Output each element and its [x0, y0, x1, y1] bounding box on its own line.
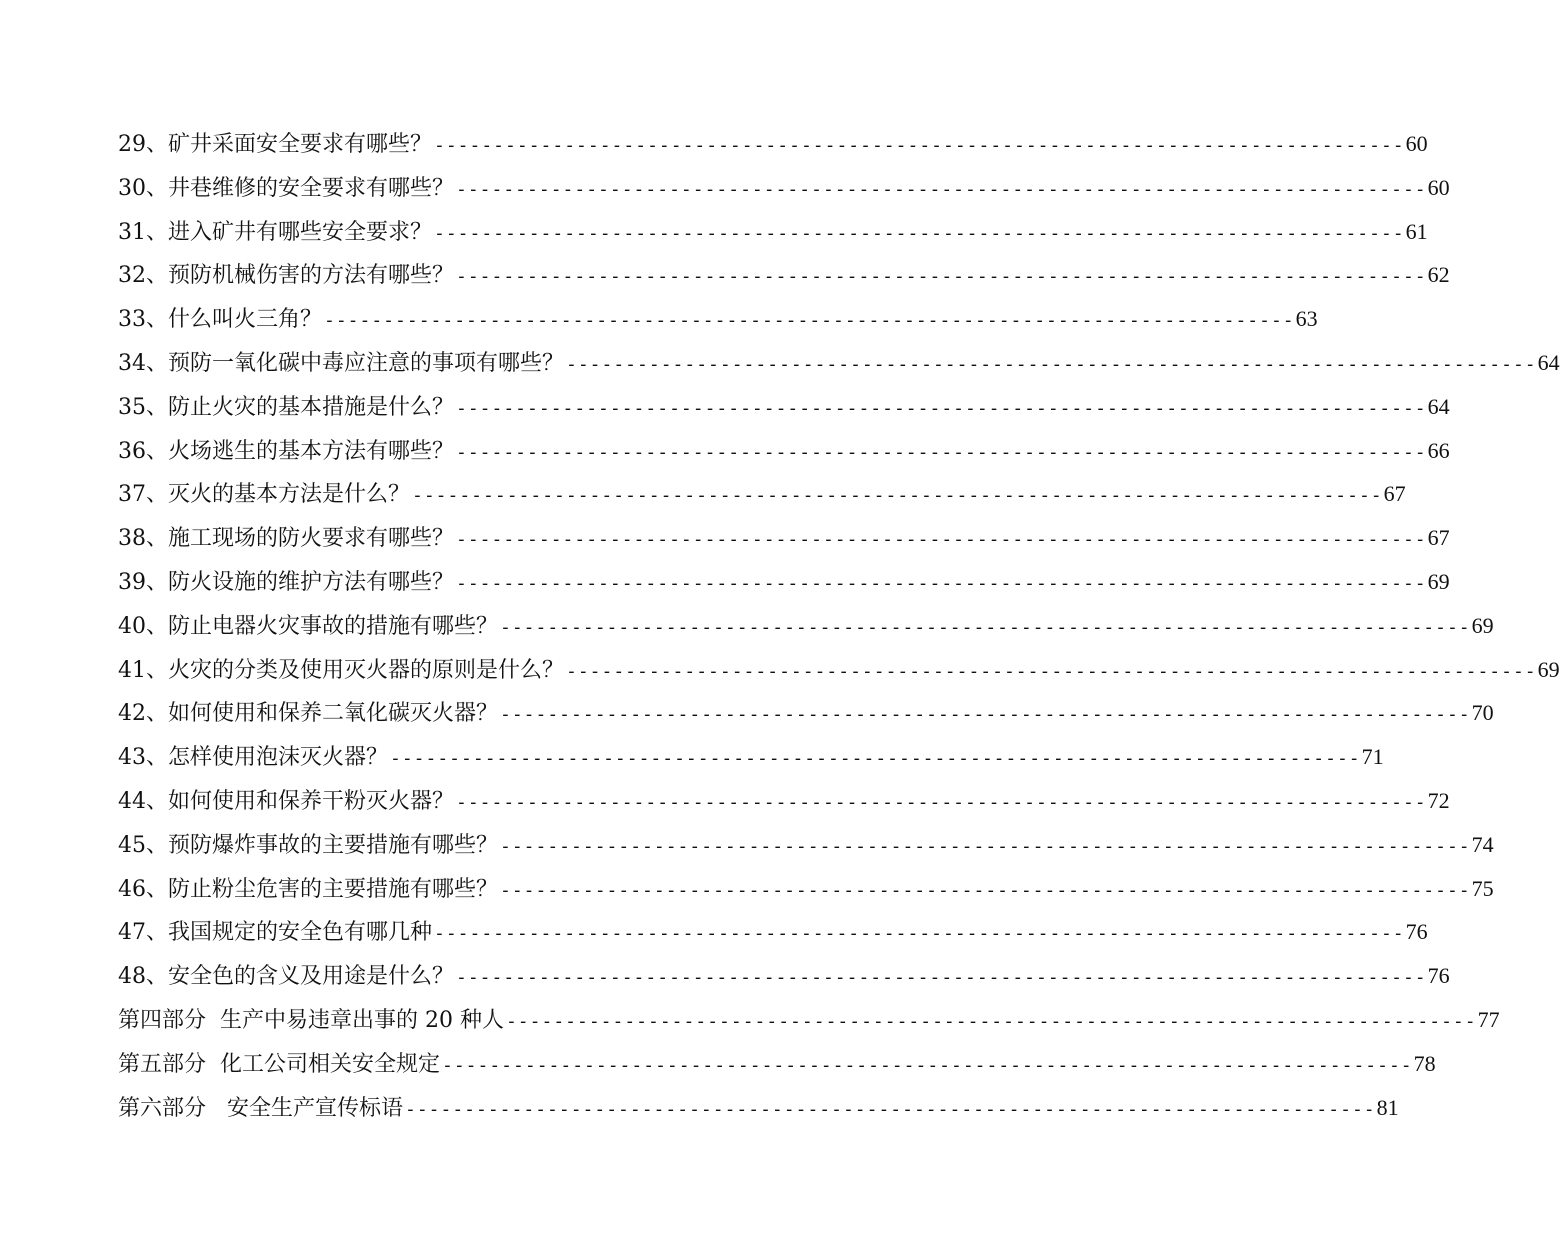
- toc-entry[interactable]: [118, 735, 1384, 779]
- toc-entry-page: 76: [1405, 919, 1428, 945]
- toc-leader: ----------------------------------------------------------------------------------: [404, 1098, 1376, 1120]
- toc-entry[interactable]: [118, 297, 1318, 341]
- toc-leader: ----------------------------------------------------------------------------------: [434, 135, 1405, 156]
- toc-leader: ----------------------------------------------------------------------------------: [442, 1054, 1413, 1076]
- toc-entry-title: 48、安全色的含义及用途是什么？: [118, 964, 454, 990]
- toc-leader: ----------------------------------------------------------------------------------: [412, 485, 1383, 507]
- toc-entry-page: 77: [1477, 1006, 1500, 1032]
- toc-entry[interactable]: [118, 954, 1450, 998]
- toc-entry-title: 46、防止粉尘危害的主要措施有哪些？: [118, 876, 498, 902]
- toc-entry-page: 67: [1427, 525, 1450, 551]
- toc-entry-title: 第四部分 生产中易违章出事的 20 种人: [118, 1007, 504, 1033]
- toc-entry[interactable]: [118, 823, 1494, 867]
- toc-leader: ----------------------------------------------------------------------------------: [434, 923, 1405, 945]
- toc-entry-title: 33、什么叫火三角？: [118, 307, 322, 333]
- toc-entry[interactable]: [118, 341, 1560, 385]
- toc-entry-page: 69: [1471, 612, 1494, 638]
- toc-entry[interactable]: [118, 253, 1450, 297]
- toc-entry[interactable]: [118, 604, 1494, 648]
- toc-entry-title: 第五部分 化工公司相关安全规定: [118, 1051, 440, 1077]
- toc-entry[interactable]: [118, 516, 1450, 560]
- toc-entry-page: 69: [1427, 568, 1450, 594]
- toc-leader: ----------------------------------------------------------------------------------: [566, 353, 1537, 375]
- toc-entry-title: 40、防止电器火灾事故的措施有哪些？: [118, 613, 498, 639]
- toc-leader: ----------------------------------------------------------------------------------: [500, 879, 1471, 901]
- toc-entry-page: 74: [1471, 831, 1494, 857]
- toc-entry-title: 31、进入矿井有哪些安全要求？: [118, 219, 432, 245]
- toc-leader: ----------------------------------------------------------------------------------: [456, 572, 1427, 594]
- toc-entry[interactable]: [118, 166, 1450, 210]
- toc-section-entry[interactable]: [118, 998, 1500, 1042]
- toc-leader: ----------------------------------------------------------------------------------: [456, 441, 1427, 463]
- toc-entry-page: 69: [1537, 656, 1560, 682]
- toc-entry[interactable]: [118, 560, 1450, 604]
- toc-entry-title: 32、预防机械伤害的方法有哪些？: [118, 263, 454, 289]
- toc-entry-title: 38、施工现场的防火要求有哪些？: [118, 526, 454, 552]
- toc-entry[interactable]: [118, 429, 1450, 473]
- table-of-contents: [118, 122, 1560, 1129]
- toc-entry-title: 39、防火设施的维护方法有哪些？: [118, 569, 454, 595]
- toc-leader: ----------------------------------------------------------------------------------: [390, 748, 1361, 770]
- toc-entry-page: 63: [1295, 306, 1318, 332]
- toc-entry[interactable]: [118, 867, 1494, 911]
- toc-entry[interactable]: [118, 385, 1450, 429]
- toc-entry[interactable]: [118, 910, 1428, 954]
- toc-leader: ----------------------------------------------------------------------------------: [434, 222, 1405, 244]
- toc-entry-page: 64: [1537, 349, 1560, 375]
- toc-entry[interactable]: [118, 210, 1428, 254]
- toc-entry-page: 81: [1376, 1094, 1399, 1120]
- toc-entry-title: 36、火场逃生的基本方法有哪些？: [118, 438, 454, 464]
- toc-leader: ----------------------------------------------------------------------------------: [456, 967, 1427, 989]
- toc-leader: ----------------------------------------------------------------------------------: [456, 266, 1427, 288]
- toc-leader: ----------------------------------------------------------------------------------: [500, 835, 1471, 857]
- toc-leader: ----------------------------------------------------------------------------------: [456, 397, 1427, 419]
- toc-entry-page: 60: [1427, 174, 1450, 200]
- toc-entry-title: 42、如何使用和保养二氧化碳灭火器？: [118, 701, 498, 727]
- toc-entry-page: 67: [1383, 481, 1406, 507]
- toc-entry-page: 62: [1427, 262, 1450, 288]
- toc-entry-page: 78: [1413, 1050, 1436, 1076]
- toc-leader: ----------------------------------------------------------------------------------: [456, 178, 1427, 200]
- toc-entry-title: 45、预防爆炸事故的主要措施有哪些？: [118, 832, 498, 858]
- toc-leader: ----------------------------------------------------------------------------------: [456, 529, 1427, 551]
- toc-entry-title: 47、我国规定的安全色有哪几种: [118, 920, 432, 946]
- toc-entry[interactable]: [118, 648, 1560, 692]
- toc-entry-page: 71: [1361, 744, 1384, 770]
- toc-entry[interactable]: [118, 472, 1406, 516]
- toc-leader: ----------------------------------------------------------------------------------: [324, 310, 1295, 332]
- toc-entry[interactable]: [118, 691, 1494, 735]
- toc-entry-title: 30、井巷维修的安全要求有哪些？: [118, 175, 454, 201]
- toc-entry-title: 44、如何使用和保养干粉灭火器？: [118, 788, 454, 814]
- toc-entry-title: 41、火灾的分类及使用灭火器的原则是什么？: [118, 657, 564, 683]
- toc-entry-title: 35、防止火灾的基本措施是什么？: [118, 394, 454, 420]
- toc-leader: ----------------------------------------------------------------------------------: [456, 791, 1427, 813]
- toc-section-entry[interactable]: [118, 1086, 1399, 1130]
- toc-entry-title: 34、预防一氧化碳中毒应注意的事项有哪些？: [118, 350, 564, 376]
- toc-entry-page: 61: [1405, 218, 1428, 244]
- toc-entry-page: 72: [1427, 787, 1450, 813]
- toc-entry-title: 29、矿井采面安全要求有哪些？: [118, 132, 432, 157]
- toc-entry-title: 第六部分 安全生产宣传标语: [118, 1095, 403, 1121]
- toc-leader: ----------------------------------------------------------------------------------: [500, 704, 1471, 726]
- toc-section-entry[interactable]: [118, 1042, 1436, 1086]
- toc-leader: ----------------------------------------------------------------------------------: [566, 660, 1537, 682]
- toc-entry-page: 75: [1471, 875, 1494, 901]
- toc-entry-title: 43、怎样使用泡沫灭火器？: [118, 745, 388, 771]
- toc-leader: ----------------------------------------------------------------------------------: [500, 616, 1471, 638]
- toc-entry-page: 76: [1427, 963, 1450, 989]
- toc-entry-page: 70: [1471, 700, 1494, 726]
- toc-entry-page: 66: [1427, 437, 1450, 463]
- toc-entry[interactable]: [118, 779, 1450, 823]
- toc-entry[interactable]: [118, 122, 1428, 166]
- toc-entry-page: 60: [1405, 131, 1428, 156]
- toc-entry-title: 37、灭火的基本方法是什么？: [118, 482, 410, 508]
- toc-entry-page: 64: [1427, 393, 1450, 419]
- toc-leader: ----------------------------------------------------------------------------------: [505, 1010, 1477, 1032]
